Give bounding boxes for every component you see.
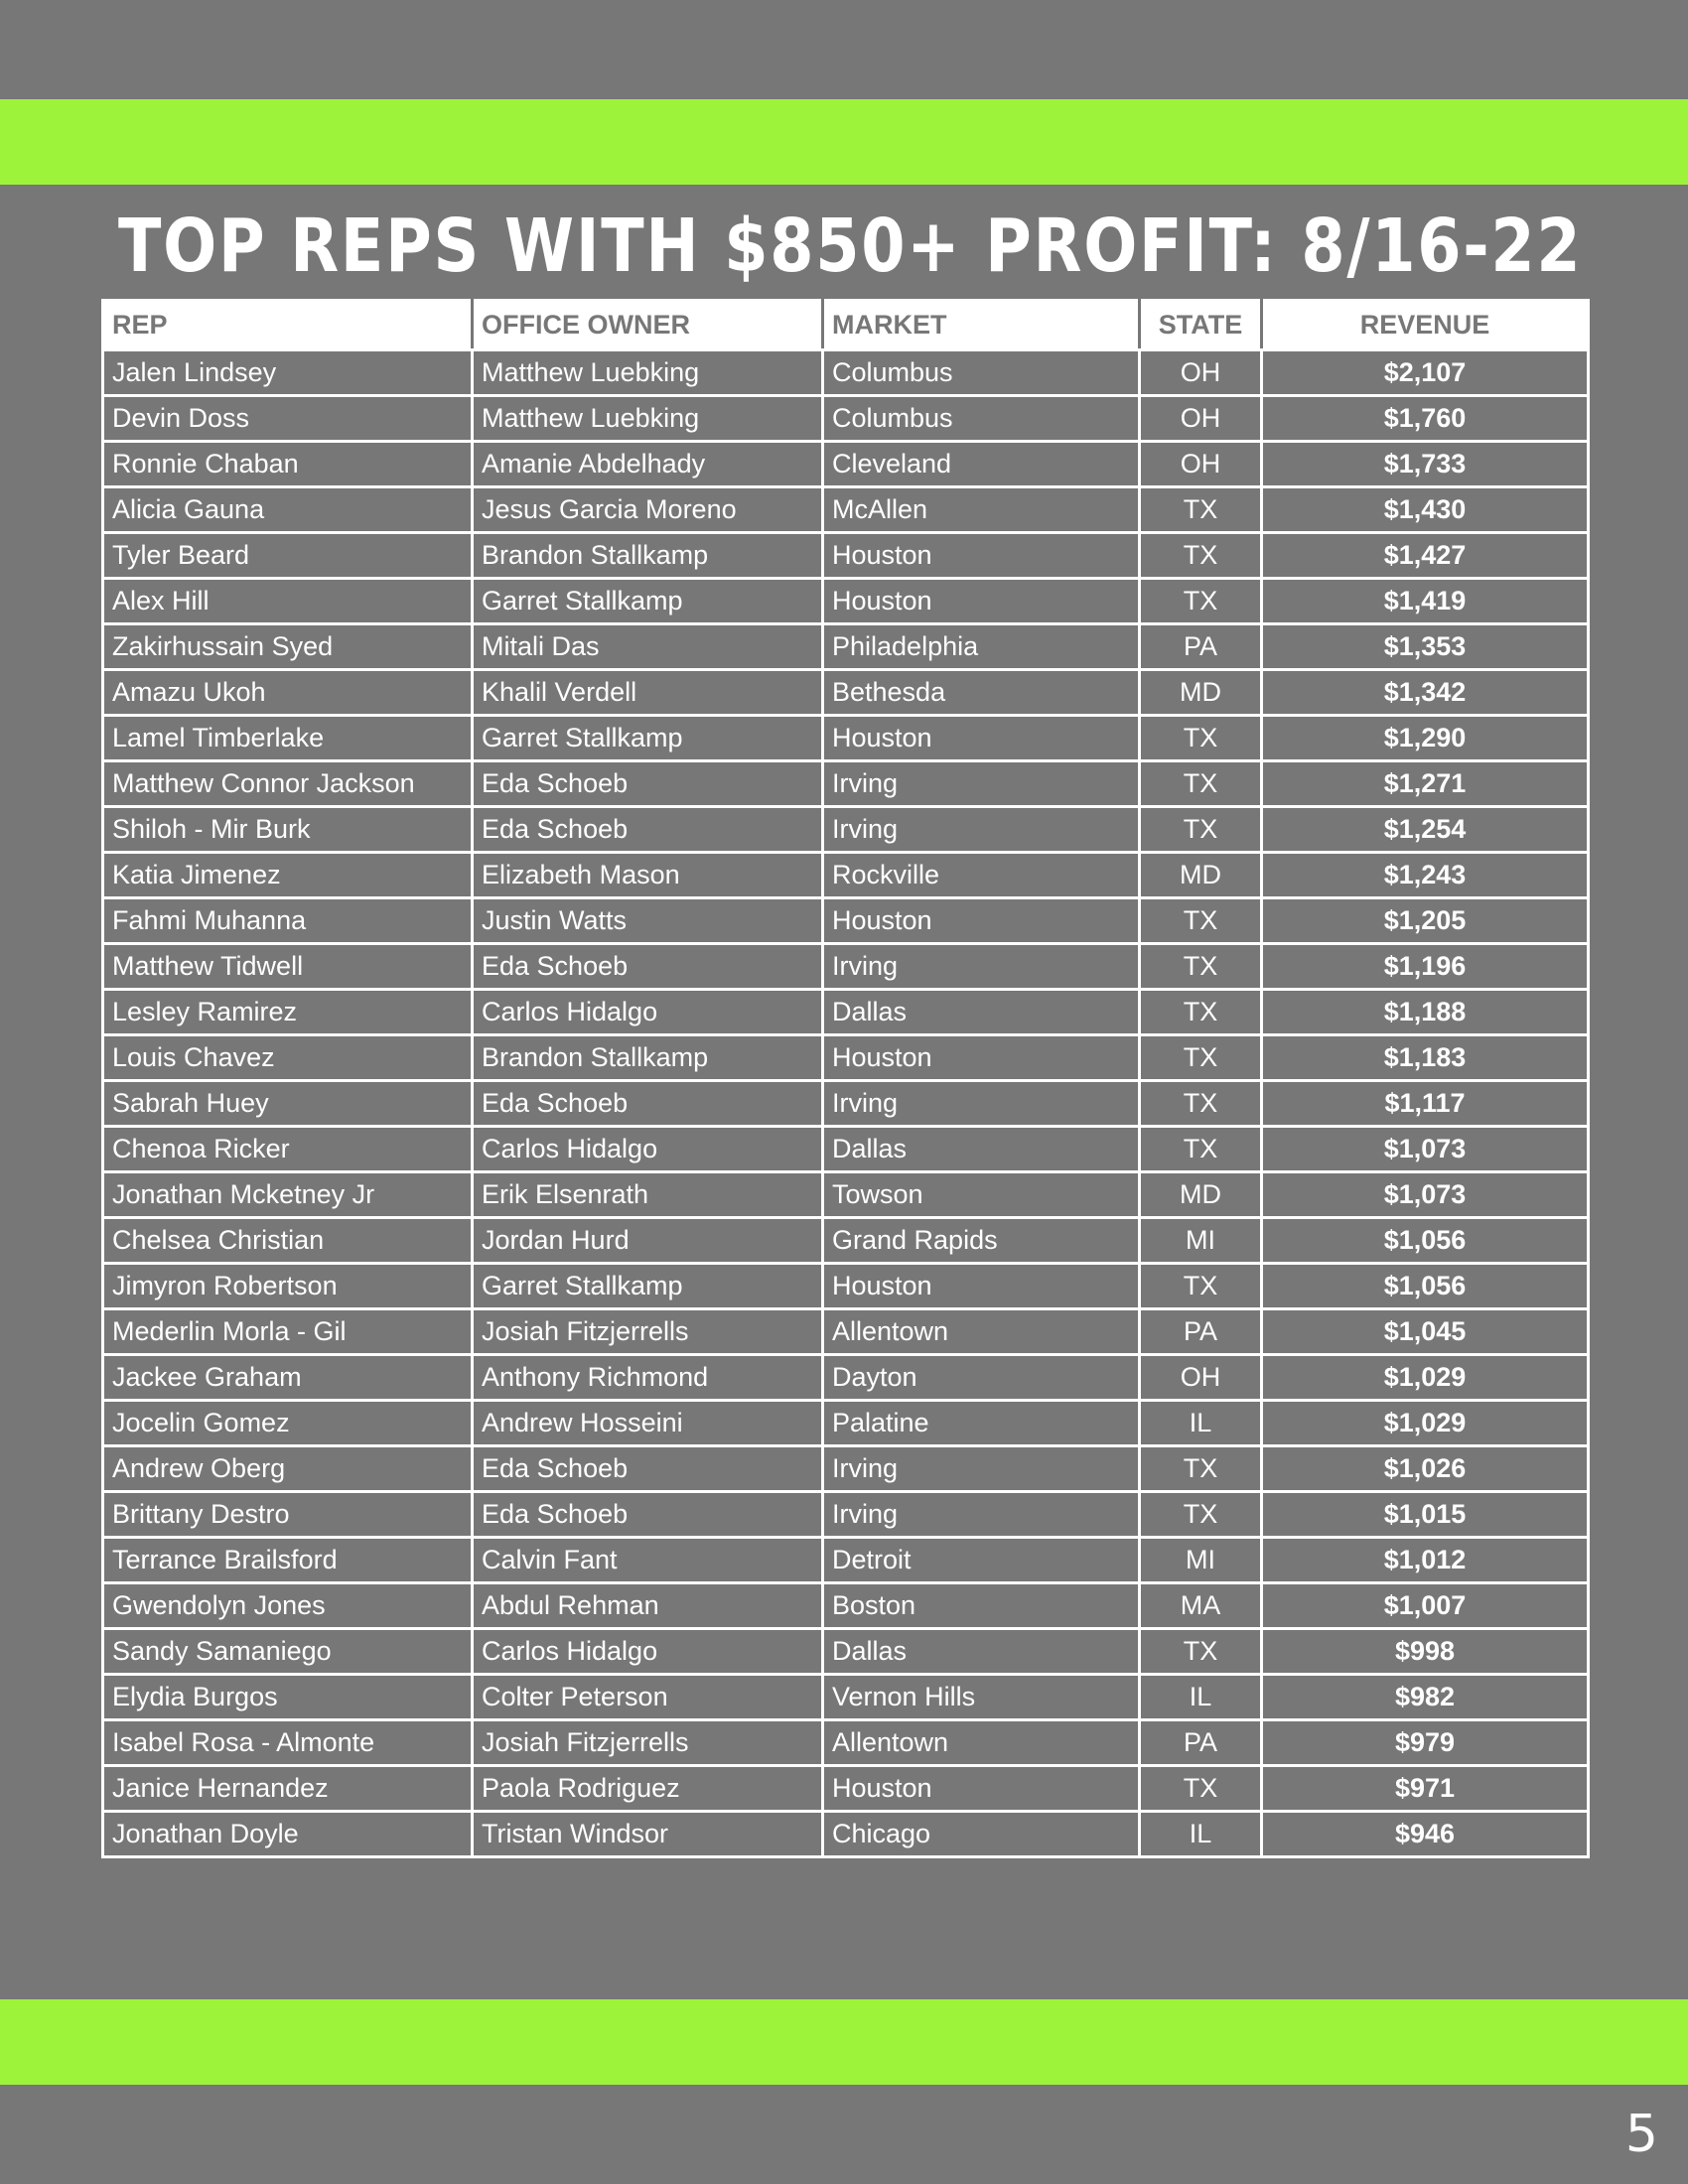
cell-market: Irving <box>823 761 1140 807</box>
cell-state: MD <box>1140 670 1262 716</box>
page-number: 5 <box>1624 2105 1658 2164</box>
cell-rep: Jimyron Robertson <box>103 1264 473 1309</box>
cell-market: Columbus <box>823 396 1140 442</box>
cell-rep: Amazu Ukoh <box>103 670 473 716</box>
cell-market: Boston <box>823 1583 1140 1629</box>
cell-rep: Katia Jimenez <box>103 853 473 898</box>
header-revenue: REVENUE <box>1262 301 1589 350</box>
cell-state: IL <box>1140 1675 1262 1720</box>
cell-market: Bethesda <box>823 670 1140 716</box>
table-row <box>103 1538 1589 1583</box>
cell-market: Houston <box>823 533 1140 579</box>
cell-state: TX <box>1140 990 1262 1035</box>
cell-rep: Chenoa Ricker <box>103 1127 473 1172</box>
table-row <box>103 1720 1589 1766</box>
cell-revenue: $1,188 <box>1262 990 1589 1035</box>
cell-revenue: $998 <box>1262 1629 1589 1675</box>
cell-office-owner: Andrew Hosseini <box>473 1401 823 1446</box>
cell-state: MI <box>1140 1538 1262 1583</box>
cell-state: OH <box>1140 350 1262 396</box>
cell-rep: Isabel Rosa - Almonte <box>103 1720 473 1766</box>
cell-state: TX <box>1140 1264 1262 1309</box>
cell-office-owner: Garret Stallkamp <box>473 716 823 761</box>
cell-revenue: $1,196 <box>1262 944 1589 990</box>
cell-rep: Sabrah Huey <box>103 1081 473 1127</box>
cell-state: IL <box>1140 1401 1262 1446</box>
cell-market: Irving <box>823 807 1140 853</box>
cell-rep: Sandy Samaniego <box>103 1629 473 1675</box>
table-row <box>103 853 1589 898</box>
cell-revenue: $1,342 <box>1262 670 1589 716</box>
cell-market: Dayton <box>823 1355 1140 1401</box>
cell-market: Houston <box>823 1035 1140 1081</box>
cell-state: TX <box>1140 579 1262 624</box>
table-row <box>103 761 1589 807</box>
cell-market: Houston <box>823 579 1140 624</box>
table-row <box>103 396 1589 442</box>
cell-office-owner: Matthew Luebking <box>473 350 823 396</box>
cell-market: Irving <box>823 1081 1140 1127</box>
cell-market: Grand Rapids <box>823 1218 1140 1264</box>
cell-state: OH <box>1140 442 1262 487</box>
page-title: TOP REPS WITH $850+ PROFIT: 8/16-22 <box>118 204 1583 289</box>
cell-market: Chicago <box>823 1812 1140 1857</box>
cell-office-owner: Eda Schoeb <box>473 807 823 853</box>
cell-market: Cleveland <box>823 442 1140 487</box>
table-row <box>103 807 1589 853</box>
cell-revenue: $1,056 <box>1262 1264 1589 1309</box>
cell-state: TX <box>1140 1035 1262 1081</box>
cell-office-owner: Eda Schoeb <box>473 1446 823 1492</box>
table-row <box>103 1355 1589 1401</box>
cell-revenue: $1,183 <box>1262 1035 1589 1081</box>
cell-market: Irving <box>823 1446 1140 1492</box>
cell-rep: Jalen Lindsey <box>103 350 473 396</box>
cell-revenue: $1,353 <box>1262 624 1589 670</box>
cell-state: TX <box>1140 944 1262 990</box>
table-row <box>103 1081 1589 1127</box>
cell-office-owner: Amanie Abdelhady <box>473 442 823 487</box>
bottom-accent-band <box>0 1999 1688 2085</box>
cell-office-owner: Carlos Hidalgo <box>473 990 823 1035</box>
table-row <box>103 1675 1589 1720</box>
cell-rep: Jocelin Gomez <box>103 1401 473 1446</box>
cell-office-owner: Eda Schoeb <box>473 761 823 807</box>
cell-state: TX <box>1140 533 1262 579</box>
table-row <box>103 579 1589 624</box>
table-row <box>103 1218 1589 1264</box>
cell-revenue: $1,733 <box>1262 442 1589 487</box>
cell-rep: Alex Hill <box>103 579 473 624</box>
cell-market: Towson <box>823 1172 1140 1218</box>
cell-revenue: $1,029 <box>1262 1355 1589 1401</box>
cell-rep: Chelsea Christian <box>103 1218 473 1264</box>
table-row <box>103 670 1589 716</box>
table-body <box>103 350 1589 1857</box>
cell-market: Columbus <box>823 350 1140 396</box>
cell-revenue: $1,243 <box>1262 853 1589 898</box>
header-market: MARKET <box>823 301 1140 350</box>
cell-office-owner: Josiah Fitzjerrells <box>473 1720 823 1766</box>
cell-rep: Elydia Burgos <box>103 1675 473 1720</box>
cell-state: TX <box>1140 1081 1262 1127</box>
header-rep: REP <box>103 301 473 350</box>
cell-office-owner: Justin Watts <box>473 898 823 944</box>
cell-office-owner: Calvin Fant <box>473 1538 823 1583</box>
cell-revenue: $979 <box>1262 1720 1589 1766</box>
top-accent-band <box>0 99 1688 185</box>
table-row <box>103 1127 1589 1172</box>
table-row <box>103 1309 1589 1355</box>
cell-revenue: $2,107 <box>1262 350 1589 396</box>
cell-office-owner: Eda Schoeb <box>473 944 823 990</box>
cell-rep: Terrance Brailsford <box>103 1538 473 1583</box>
table-row <box>103 990 1589 1035</box>
cell-revenue: $1,205 <box>1262 898 1589 944</box>
cell-state: TX <box>1140 1446 1262 1492</box>
cell-state: TX <box>1140 716 1262 761</box>
cell-revenue: $1,015 <box>1262 1492 1589 1538</box>
cell-office-owner: Khalil Verdell <box>473 670 823 716</box>
cell-state: TX <box>1140 487 1262 533</box>
cell-revenue: $1,056 <box>1262 1218 1589 1264</box>
cell-market: Detroit <box>823 1538 1140 1583</box>
cell-state: TX <box>1140 1492 1262 1538</box>
cell-state: OH <box>1140 396 1262 442</box>
table-row <box>103 1446 1589 1492</box>
cell-state: MI <box>1140 1218 1262 1264</box>
cell-office-owner: Tristan Windsor <box>473 1812 823 1857</box>
cell-revenue: $1,427 <box>1262 533 1589 579</box>
cell-state: PA <box>1140 1720 1262 1766</box>
cell-market: Vernon Hills <box>823 1675 1140 1720</box>
cell-office-owner: Elizabeth Mason <box>473 853 823 898</box>
cell-state: PA <box>1140 624 1262 670</box>
cell-revenue: $1,271 <box>1262 761 1589 807</box>
cell-office-owner: Erik Elsenrath <box>473 1172 823 1218</box>
cell-revenue: $1,419 <box>1262 579 1589 624</box>
cell-office-owner: Matthew Luebking <box>473 396 823 442</box>
cell-rep: Fahmi Muhanna <box>103 898 473 944</box>
cell-market: Rockville <box>823 853 1140 898</box>
cell-office-owner: Brandon Stallkamp <box>473 533 823 579</box>
cell-rep: Jonathan Doyle <box>103 1812 473 1857</box>
cell-office-owner: Anthony Richmond <box>473 1355 823 1401</box>
cell-revenue: $1,073 <box>1262 1127 1589 1172</box>
cell-revenue: $1,254 <box>1262 807 1589 853</box>
cell-market: Dallas <box>823 1127 1140 1172</box>
header-office-owner: OFFICE OWNER <box>473 301 823 350</box>
cell-office-owner: Jordan Hurd <box>473 1218 823 1264</box>
cell-rep: Andrew Oberg <box>103 1446 473 1492</box>
table-row <box>103 442 1589 487</box>
cell-office-owner: Paola Rodriguez <box>473 1766 823 1812</box>
cell-revenue: $982 <box>1262 1675 1589 1720</box>
table-row <box>103 1812 1589 1857</box>
cell-revenue: $1,029 <box>1262 1401 1589 1446</box>
cell-rep: Zakirhussain Syed <box>103 624 473 670</box>
cell-revenue: $1,430 <box>1262 487 1589 533</box>
table-row <box>103 1401 1589 1446</box>
cell-rep: Devin Doss <box>103 396 473 442</box>
table-row <box>103 898 1589 944</box>
cell-rep: Louis Chavez <box>103 1035 473 1081</box>
table-row <box>103 533 1589 579</box>
cell-revenue: $971 <box>1262 1766 1589 1812</box>
cell-market: Palatine <box>823 1401 1140 1446</box>
cell-revenue: $1,117 <box>1262 1081 1589 1127</box>
table-row <box>103 944 1589 990</box>
cell-office-owner: Brandon Stallkamp <box>473 1035 823 1081</box>
cell-revenue: $1,012 <box>1262 1538 1589 1583</box>
cell-revenue: $1,026 <box>1262 1446 1589 1492</box>
cell-rep: Ronnie Chaban <box>103 442 473 487</box>
cell-rep: Janice Hernandez <box>103 1766 473 1812</box>
table-row <box>103 1264 1589 1309</box>
cell-state: TX <box>1140 898 1262 944</box>
cell-state: TX <box>1140 1766 1262 1812</box>
cell-market: Houston <box>823 898 1140 944</box>
cell-office-owner: Eda Schoeb <box>473 1492 823 1538</box>
cell-office-owner: Eda Schoeb <box>473 1081 823 1127</box>
cell-state: MD <box>1140 853 1262 898</box>
cell-market: Houston <box>823 1766 1140 1812</box>
cell-market: McAllen <box>823 487 1140 533</box>
cell-market: Dallas <box>823 990 1140 1035</box>
cell-rep: Tyler Beard <box>103 533 473 579</box>
cell-state: TX <box>1140 761 1262 807</box>
cell-office-owner: Abdul Rehman <box>473 1583 823 1629</box>
cell-rep: Matthew Tidwell <box>103 944 473 990</box>
cell-market: Dallas <box>823 1629 1140 1675</box>
cell-market: Philadelphia <box>823 624 1140 670</box>
cell-office-owner: Jesus Garcia Moreno <box>473 487 823 533</box>
table-row <box>103 624 1589 670</box>
cell-rep: Alicia Gauna <box>103 487 473 533</box>
cell-revenue: $1,045 <box>1262 1309 1589 1355</box>
cell-state: TX <box>1140 1127 1262 1172</box>
cell-state: TX <box>1140 807 1262 853</box>
table-row <box>103 1035 1589 1081</box>
cell-revenue: $1,007 <box>1262 1583 1589 1629</box>
table-row <box>103 1583 1589 1629</box>
cell-office-owner: Josiah Fitzjerrells <box>473 1309 823 1355</box>
cell-revenue: $1,760 <box>1262 396 1589 442</box>
cell-market: Houston <box>823 1264 1140 1309</box>
cell-rep: Jackee Graham <box>103 1355 473 1401</box>
cell-rep: Gwendolyn Jones <box>103 1583 473 1629</box>
cell-market: Irving <box>823 944 1140 990</box>
reps-table <box>101 299 1590 1858</box>
table-row <box>103 487 1589 533</box>
cell-rep: Jonathan Mcketney Jr <box>103 1172 473 1218</box>
cell-rep: Shiloh - Mir Burk <box>103 807 473 853</box>
cell-rep: Matthew Connor Jackson <box>103 761 473 807</box>
cell-market: Irving <box>823 1492 1140 1538</box>
cell-state: OH <box>1140 1355 1262 1401</box>
cell-revenue: $1,073 <box>1262 1172 1589 1218</box>
table-row <box>103 1172 1589 1218</box>
cell-state: MD <box>1140 1172 1262 1218</box>
cell-revenue: $1,290 <box>1262 716 1589 761</box>
table-row <box>103 1492 1589 1538</box>
cell-state: IL <box>1140 1812 1262 1857</box>
cell-office-owner: Garret Stallkamp <box>473 579 823 624</box>
cell-office-owner: Carlos Hidalgo <box>473 1127 823 1172</box>
table-row <box>103 350 1589 396</box>
table-row <box>103 716 1589 761</box>
cell-rep: Mederlin Morla - Gil <box>103 1309 473 1355</box>
cell-market: Allentown <box>823 1309 1140 1355</box>
cell-market: Allentown <box>823 1720 1140 1766</box>
cell-rep: Lamel Timberlake <box>103 716 473 761</box>
cell-office-owner: Garret Stallkamp <box>473 1264 823 1309</box>
table-row <box>103 1766 1589 1812</box>
cell-revenue: $946 <box>1262 1812 1589 1857</box>
cell-office-owner: Mitali Das <box>473 624 823 670</box>
header-state: STATE <box>1140 301 1262 350</box>
cell-state: PA <box>1140 1309 1262 1355</box>
cell-state: TX <box>1140 1629 1262 1675</box>
table-row <box>103 1629 1589 1675</box>
table-header-row <box>103 301 1589 350</box>
cell-market: Houston <box>823 716 1140 761</box>
cell-rep: Lesley Ramirez <box>103 990 473 1035</box>
cell-office-owner: Carlos Hidalgo <box>473 1629 823 1675</box>
cell-office-owner: Colter Peterson <box>473 1675 823 1720</box>
cell-state: MA <box>1140 1583 1262 1629</box>
cell-rep: Brittany Destro <box>103 1492 473 1538</box>
